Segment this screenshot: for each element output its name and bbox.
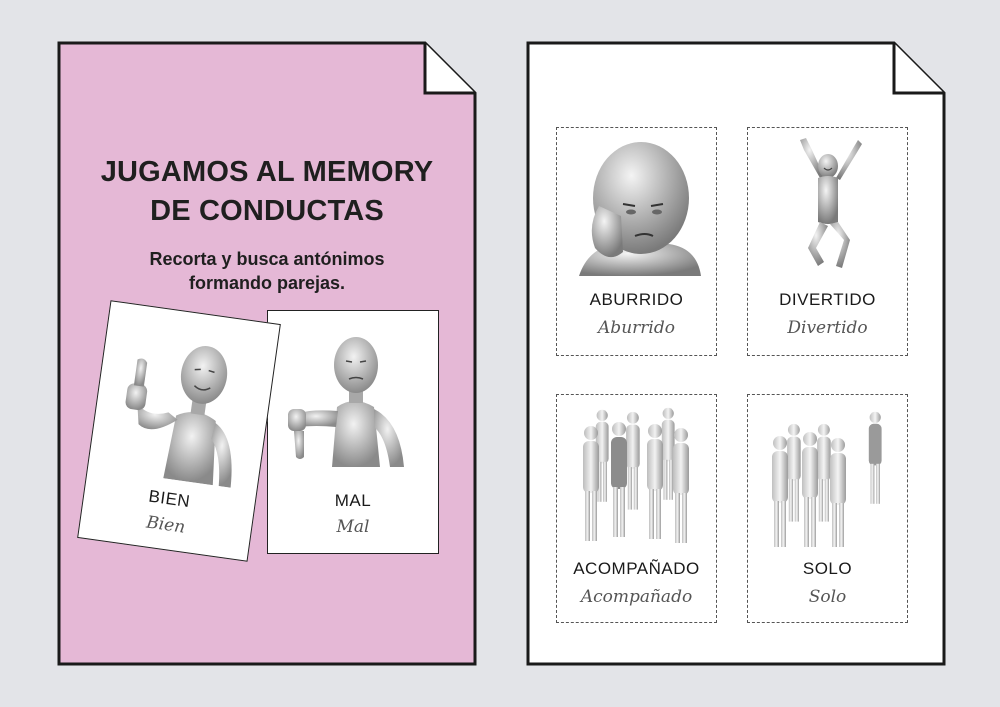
alone-figure [762, 401, 896, 547]
card-acompanado-label: ACOMPAÑADO [573, 559, 700, 578]
card-bien-label: BIEN [147, 486, 192, 512]
card-solo-label: SOLO [802, 559, 853, 578]
cover-title-line1: JUGAMOS AL MEMORY [100, 156, 434, 188]
content-page [526, 41, 946, 666]
card-aburrido-script: Aburrido [598, 318, 675, 338]
card-mal-label: MAL [334, 491, 372, 510]
jumping-figure [778, 136, 878, 278]
thumbs-down-figure [282, 327, 426, 467]
card-aburrido-label: ABURRIDO [589, 290, 684, 309]
card-acompanado [556, 394, 717, 623]
card-mal [267, 310, 439, 554]
thumbs-up-figure [102, 321, 265, 490]
cover-title [57, 153, 477, 231]
cover-subtitle-line2: formando parejas. [188, 273, 346, 293]
card-solo [747, 394, 908, 623]
cover-subtitle-line1: Recorta y busca antónimos [149, 249, 385, 269]
card-divertido-script: Divertido [787, 318, 868, 338]
cover-title-line2: DE CONDUCTAS [150, 195, 384, 227]
card-bien-script: Bien [145, 512, 187, 538]
card-acompanado-script: Acompañado [580, 587, 693, 607]
cover-page [57, 41, 477, 666]
group-figures [577, 403, 697, 549]
card-divertido [747, 127, 908, 356]
card-aburrido [556, 127, 717, 356]
card-solo-script: Solo [808, 587, 847, 607]
card-divertido-label: DIVERTIDO [779, 290, 876, 309]
cover-subtitle [57, 247, 477, 295]
bored-head-figure [579, 136, 701, 276]
card-bien [77, 300, 281, 562]
card-mal-script: Mal [336, 517, 370, 537]
